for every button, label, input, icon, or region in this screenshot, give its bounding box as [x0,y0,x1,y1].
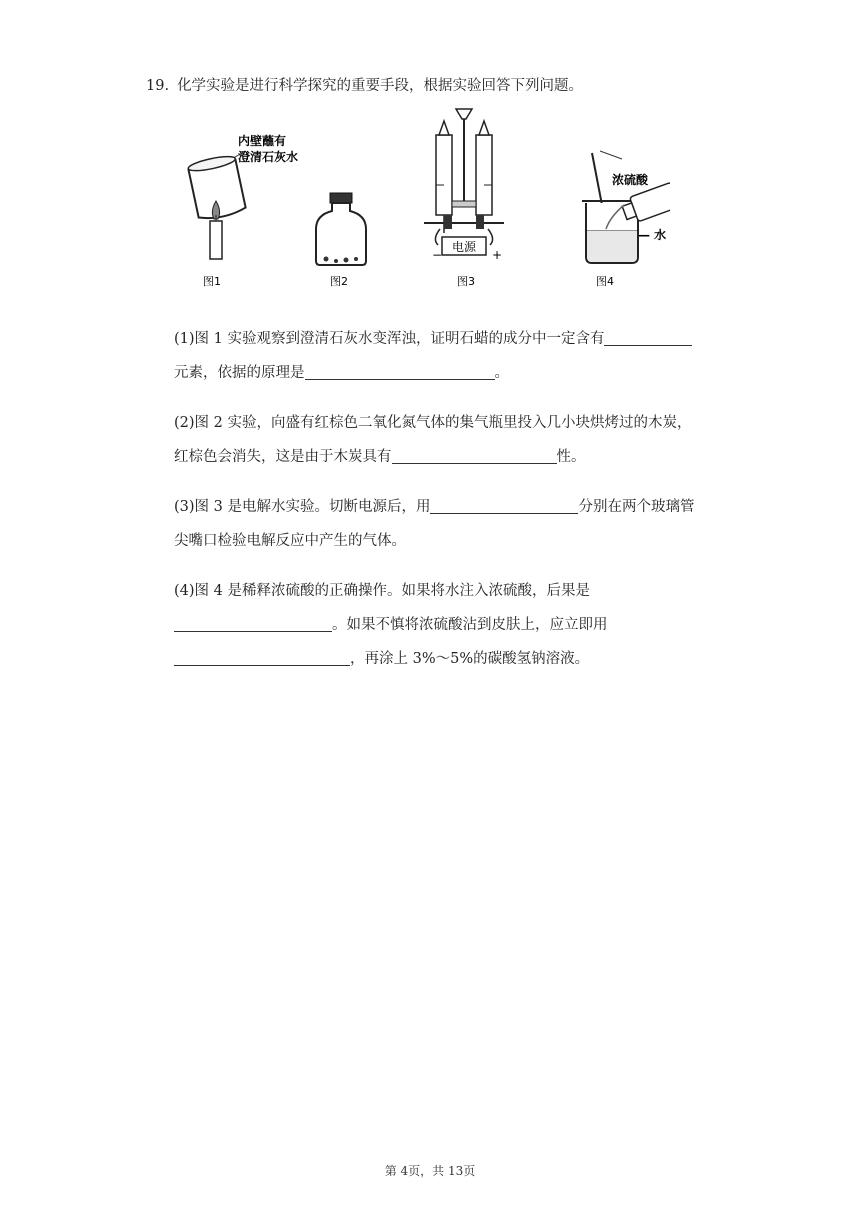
item4-blank-consequence[interactable] [174,615,332,632]
fig1-label-line1: 内壁蘸有 [238,134,287,148]
question-stem: 化学实验是进行科学探究的重要手段，根据实验回答下列问题。 [177,78,584,94]
figure-1-beaker-candle [187,133,298,288]
figure-2-gas-bottle [316,193,366,288]
fig3-minus: − [432,248,443,262]
item3-line1-end: 分别在两个玻璃管 [578,499,695,515]
fig3-plus: + [492,248,503,262]
question-item-1 [174,322,714,390]
page-footer: 第 4页，共 13页 [384,1164,476,1178]
fig1-caption: 图1 [203,275,221,288]
item2-blank-property[interactable] [392,447,557,464]
item4-line1: (4)图 4 是稀释浓硫酸的正确操作。如果将水注入浓硫酸，后果是 [174,583,590,599]
item3-line1: (3)图 3 是电解水实验。切断电源后，用 [174,499,431,515]
experiment-figures [180,105,670,295]
fig1-label-line2: 澄清石灰水 [238,150,299,164]
item1-line2: 元素，依据的原理是 [174,365,305,381]
item2-line1: (2)图 2 实验，向盛有红棕色二氧化氮气体的集气瓶里投入几小块烘烤过的木炭， [174,415,692,431]
fig3-caption: 图3 [457,275,475,288]
item4-line2: 。如果不慎将浓硫酸沾到皮肤上，应立即用 [332,617,608,633]
fig2-caption: 图2 [330,275,348,288]
item1-line2-end: 。 [494,365,509,381]
figure-3-electrolysis [424,109,504,288]
fig4-water-label: — 水 [638,228,667,242]
item4-line3: ，再涂上 3%～5%的碳酸氢钠溶液。 [350,651,590,667]
figure-4-acid-dilution [582,151,670,288]
question-header [146,74,583,95]
item3-blank-tool[interactable] [430,497,578,514]
question-item-2 [174,406,714,474]
item1-blank-principle[interactable] [305,363,495,380]
item2-line2: 红棕色会消失，这是由于木炭具有 [174,449,392,465]
item4-blank-treatment[interactable] [174,649,350,666]
item1-blank-element[interactable] [604,329,692,346]
item1-line1: (1)图 1 实验观察到澄清石灰水变浑浊，证明石蜡的成分中一定含有 [174,331,605,347]
fig4-acid-label: 浓硫酸 [612,173,649,187]
item3-line2: 尖嘴口检验电解反应中产生的气体。 [174,533,406,549]
question-item-3 [174,490,714,558]
item2-line2-end: 性。 [556,449,586,465]
fig3-power-label: 电源 [452,240,477,254]
fig4-caption: 图4 [596,275,614,288]
question-number: 19. [146,78,170,94]
question-item-4 [174,574,714,676]
